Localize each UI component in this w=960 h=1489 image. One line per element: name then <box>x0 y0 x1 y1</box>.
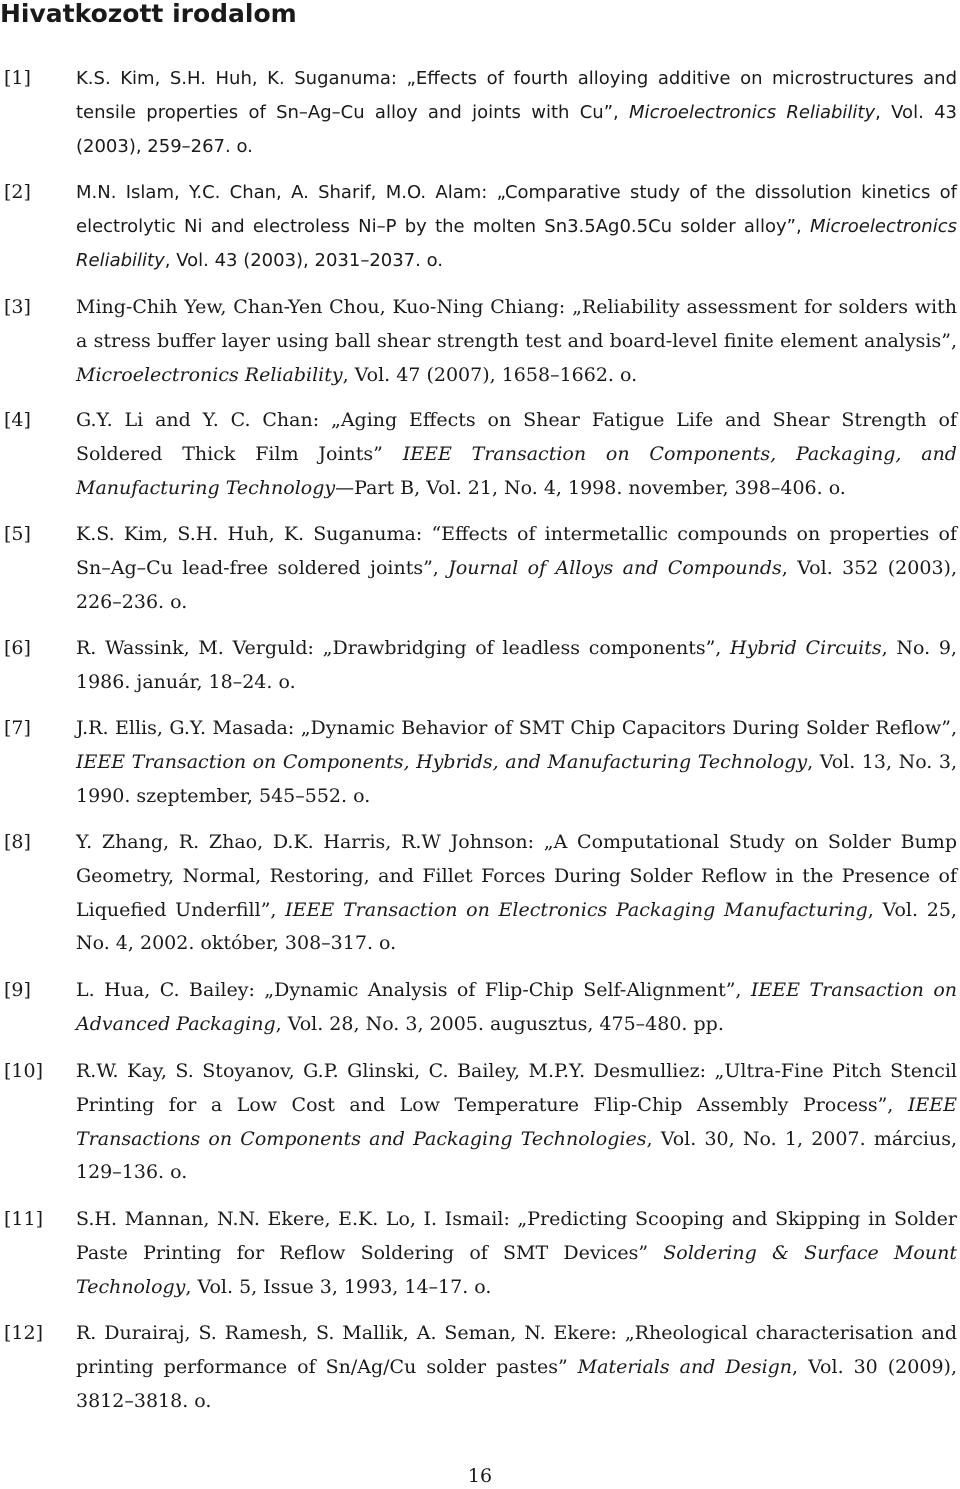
reference-text: K.S. Kim, S.H. Huh, K. Suganuma: „Effects of fourth alloying additive on microstructures and tensile properties of Sn–Ag–Cu alloy and joints with Cu”, Microelectronics Reliability, Vol. 43 (2003), 259–267. o. <box>76 68 957 157</box>
reference-number: [9] <box>4 979 31 1001</box>
reference-text: R. Durairaj, S. Ramesh, S. Mallik, A. Seman, N. Ekere: „Rheological characterisation and printing performance of Sn/Ag/Cu solder pastes” Materials and Design, Vol. 30 (2009), 3812–3818. o. <box>76 1322 957 1412</box>
reference-number: [8] <box>4 831 31 853</box>
reference-text: Ming-Chih Yew, Chan-Yen Chou, Kuo-Ning Chiang: „Reliability assessment for solders with a stress buffer layer using ball shear strength test and board-level finite element analysis”, Microelectronics Reliability, Vol. 47 (2007), 1658–1662. o. <box>76 296 957 386</box>
journal-title: Microelectronics Reliability <box>76 215 957 271</box>
journal-title: IEEE Transaction on Components, Hybrids, and Manufacturing Technology <box>76 750 808 773</box>
reference-text: M.N. Islam, Y.C. Chan, A. Sharif, M.O. Alam: „Comparative study of the dissolution kinetics of electrolytic Ni and electroless Ni–P by the molten Sn3.5Ag0.5Cu solder alloy”, Microelectronics Reliability, Vol. 43 (2003), 2031–2037. o. <box>76 182 957 271</box>
reference-number: [2] <box>4 181 31 203</box>
reference-text: J.R. Ellis, G.Y. Masada: „Dynamic Behavior of SMT Chip Capacitors During Solder Reflow”, IEEE Transaction on Components, Hybrids, and Manufacturing Technology, Vol. 13, No. 3, 1990. szeptember, 545–552. o. <box>76 717 958 807</box>
journal-title: Journal of Alloys and Compounds <box>448 556 782 579</box>
journal-title: IEEE Transaction on Components, Packaging, and Manufacturing Technology <box>76 442 957 499</box>
reference-text: L. Hua, C. Bailey: „Dynamic Analysis of Flip-Chip Self-Alignment”, IEEE Transaction on Advanced Packaging, Vol. 28, No. 3, 2005. augusztus, 475–480. pp. <box>76 979 958 1035</box>
journal-title: Soldering & Surface Mount Technology <box>76 1241 957 1298</box>
section-heading: Hivatkozott irodalom <box>0 0 297 28</box>
reference-number: [7] <box>4 717 31 739</box>
reference-number: [5] <box>4 523 31 545</box>
reference-number: [3] <box>4 296 31 318</box>
reference-text: G.Y. Li and Y. C. Chan: „Aging Effects on Shear Fatigue Life and Shear Strength of Soldered Thick Film Joints” IEEE Transaction on Components, Packaging, and Manufacturing Technology—Part B, Vol. 21, No. 4, 1998. november, 398–406. o. <box>76 409 957 499</box>
journal-title: Microelectronics Reliability <box>76 363 343 386</box>
journal-title: Hybrid Circuits <box>730 637 882 659</box>
reference-text: Y. Zhang, R. Zhao, D.K. Harris, R.W Johnson: „A Computational Study on Solder Bump Geometry, Normal, Restoring, and Fillet Forces During Solder Reflow in the Presence of Liquefied Underfill”, IEEE Transaction on Electronics Packaging Manufacturing, Vol. 25, No. 4, 2002. október, 308–317. o. <box>76 831 957 955</box>
reference-number: [6] <box>4 637 31 659</box>
reference-number: [12] <box>4 1322 44 1344</box>
reference-text: R. Wassink, M. Verguld: „Drawbridging of leadless components”, Hybrid Circuits, No. 9, 1986. január, 18–24. o. <box>76 637 957 693</box>
journal-title: IEEE Transactions on Components and Packaging Technologies <box>76 1093 957 1150</box>
page-number: 16 <box>467 1465 493 1487</box>
reference-number: [10] <box>4 1060 44 1082</box>
journal-title: IEEE Transaction on Advanced Packaging <box>76 979 958 1035</box>
journal-title: IEEE Transaction on Electronics Packaging Manufacturing <box>285 898 868 921</box>
reference-number: [1] <box>4 67 31 89</box>
reference-number: [4] <box>4 409 31 431</box>
reference-text: R.W. Kay, S. Stoyanov, G.P. Glinski, C. Bailey, M.P.Y. Desmulliez: „Ultra-Fine Pitch Stencil Printing for a Low Cost and Low Temperature Flip-Chip Assembly Process”, IEEE Transactions on Components and Packaging Technologies, Vol. 30, No. 1, 2007. március, 129–136. o. <box>76 1060 957 1184</box>
reference-text: K.S. Kim, S.H. Huh, K. Suganuma: “Effects of intermetallic compounds on properties of Sn–Ag–Cu lead-free soldered joints”, Journal of Alloys and Compounds, Vol. 352 (2003), 226–236. o. <box>76 523 957 613</box>
reference-text: S.H. Mannan, N.N. Ekere, E.K. Lo, I. Ismail: „Predicting Scooping and Skipping in Solder Paste Printing for Reflow Soldering of SMT Devices” Soldering & Surface Mount Technology, Vol. 5, Issue 3, 1993, 14–17. o. <box>76 1208 957 1298</box>
reference-number: [11] <box>4 1208 44 1230</box>
journal-title: Materials and Design <box>577 1355 793 1378</box>
journal-title: Microelectronics Reliability <box>629 101 876 123</box>
